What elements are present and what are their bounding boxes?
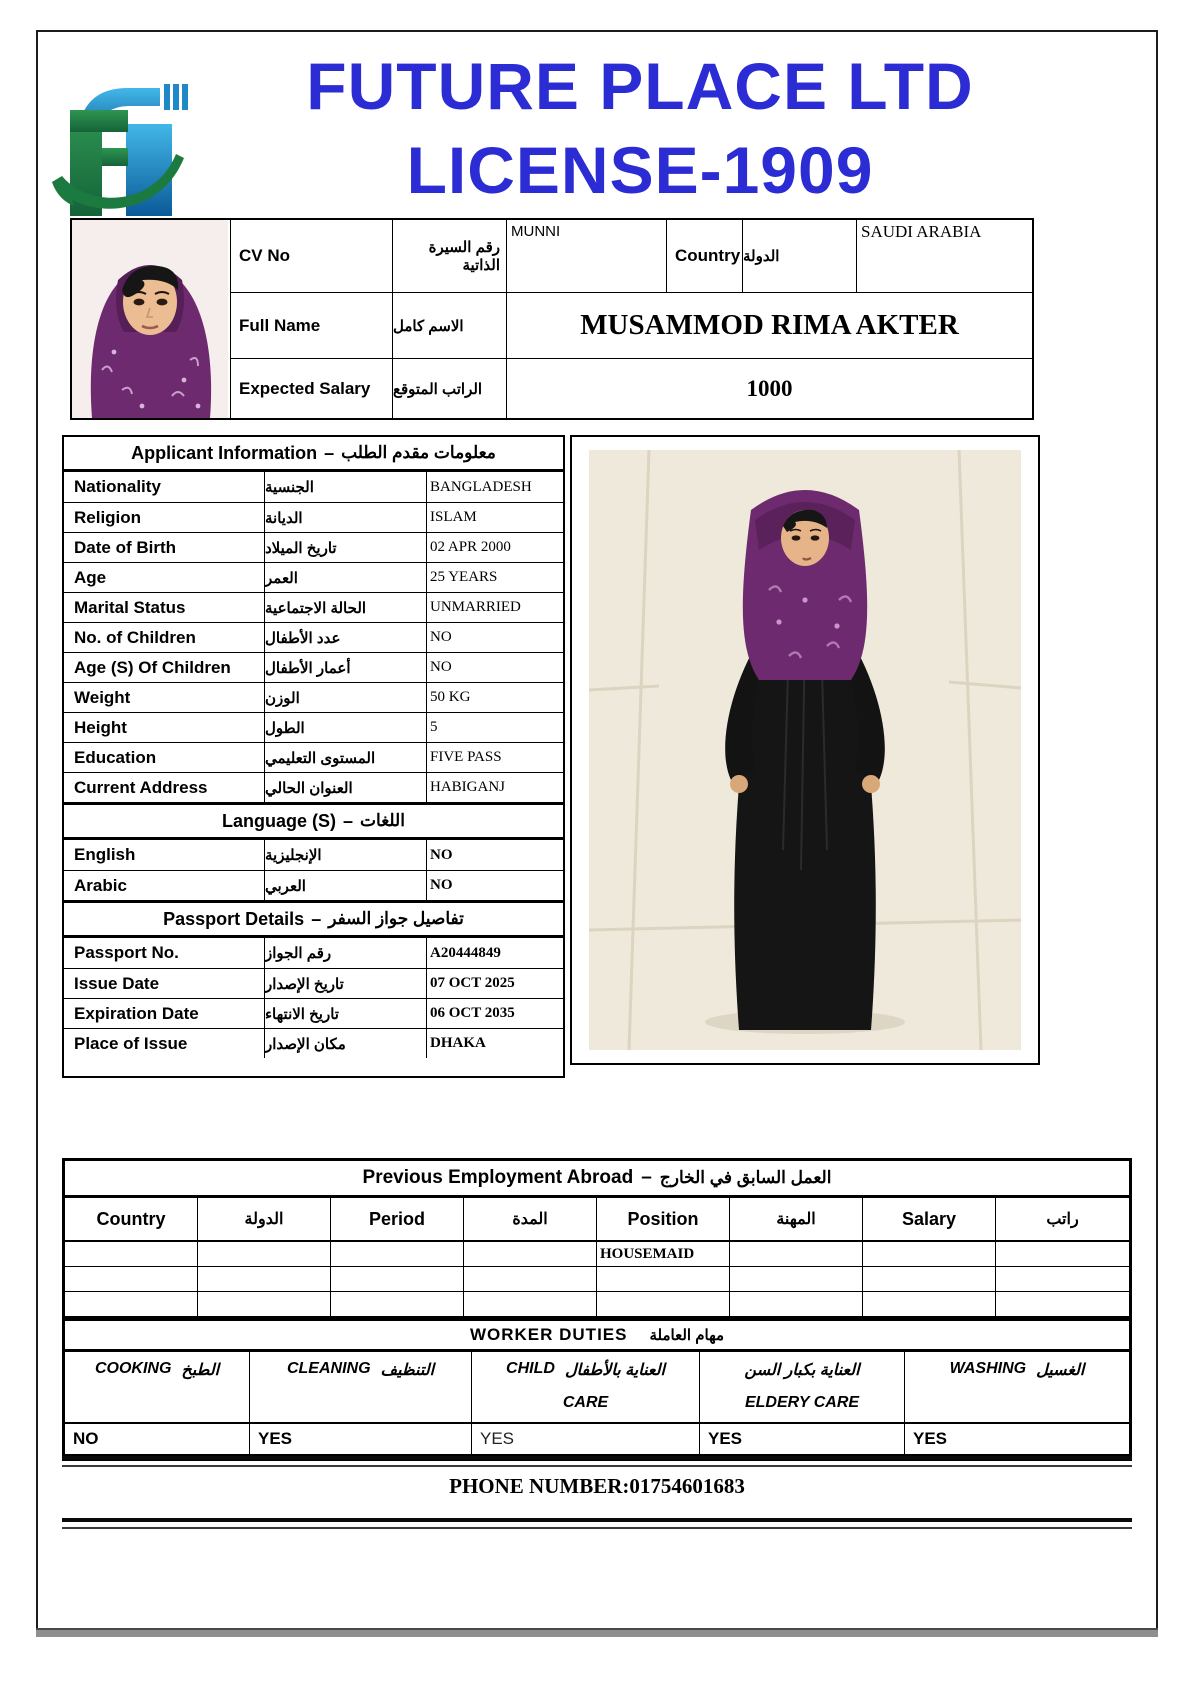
cv-no-label-arabic: رقم السيرة الذاتية xyxy=(392,220,506,292)
license-number: LICENSE-1909 xyxy=(406,133,874,207)
row-label-arabic: أعمار الأطفال xyxy=(265,653,427,682)
cell xyxy=(331,1242,464,1266)
col-cooking xyxy=(65,1352,250,1422)
info-row-marital-status xyxy=(64,592,563,622)
row-label: Passport No. xyxy=(64,938,265,968)
page-bottom-rule xyxy=(36,1628,1158,1637)
row-value: HABIGANJ xyxy=(430,779,505,795)
row-label-arabic: العربي xyxy=(265,871,427,900)
row-label-arabic: تاريخ الانتهاء xyxy=(265,999,427,1028)
section-title-dash: – xyxy=(324,442,335,463)
duties-section-header xyxy=(65,1321,1129,1352)
section-title-arabic: تفاصيل جواز السفر xyxy=(328,909,464,928)
summary-table xyxy=(70,218,1034,420)
section-title-arabic: مهام العاملة xyxy=(649,1327,725,1344)
row-label-arabic: الجنسية xyxy=(265,472,427,502)
row-value: 02 APR 2000 xyxy=(430,539,511,555)
row-value: NO xyxy=(430,846,453,863)
cv-no-value: MUNNI xyxy=(506,220,666,292)
row-label: Issue Date xyxy=(64,969,265,998)
phone-number: PHONE NUMBER:01754601683 xyxy=(449,1474,745,1498)
info-row-religion xyxy=(64,502,563,532)
duty-label: WASHING xyxy=(949,1360,1027,1377)
cell xyxy=(730,1267,863,1291)
languages-section-header xyxy=(64,802,563,840)
cell xyxy=(996,1267,1129,1291)
cell xyxy=(730,1292,863,1316)
col-period: Period xyxy=(331,1198,464,1240)
passport-section-header xyxy=(64,900,563,938)
info-row-age xyxy=(64,562,563,592)
row-label-arabic: تاريخ الإصدار xyxy=(265,969,427,998)
previous-employment-table xyxy=(62,1158,1132,1319)
divider-line xyxy=(62,1518,1132,1529)
cell xyxy=(597,1292,730,1316)
row-value: 25 YEARS xyxy=(430,569,498,585)
row-label-arabic: الديانة xyxy=(265,503,427,532)
cell xyxy=(464,1242,597,1266)
col-position: Position xyxy=(597,1198,730,1240)
info-row-height xyxy=(64,712,563,742)
info-row-nationality xyxy=(64,472,563,502)
info-row-education xyxy=(64,742,563,772)
section-title: Previous Employment Abroad xyxy=(362,1167,634,1188)
duties-values-row xyxy=(65,1424,1129,1454)
row-label: Date of Birth xyxy=(64,533,265,562)
row-label: Age xyxy=(64,563,265,592)
duty-label-arabic: الطبخ xyxy=(181,1362,220,1379)
full-name-label: Full Name xyxy=(230,292,392,358)
cell-position-value: HOUSEMAID xyxy=(597,1242,730,1266)
cleaning-value: YES xyxy=(250,1424,472,1454)
section-title-dash: – xyxy=(311,908,322,929)
row-value: NO xyxy=(430,629,452,645)
duty-label-arabic: العناية بالأطفال xyxy=(564,1362,665,1379)
row-label-arabic: الوزن xyxy=(265,683,427,712)
row-label: Weight xyxy=(64,683,265,712)
info-row-no-of-children xyxy=(64,622,563,652)
row-label-arabic: المستوى التعليمي xyxy=(265,743,427,772)
info-row-current-address xyxy=(64,772,563,802)
duties-column-headers xyxy=(65,1352,1129,1424)
row-label: Religion xyxy=(64,503,265,532)
info-row-place-of-issue xyxy=(64,1028,563,1058)
duty-label: CHILD xyxy=(506,1360,555,1377)
section-title-arabic: اللغات xyxy=(360,811,405,830)
row-value: 50 KG xyxy=(430,689,471,705)
info-row-passport-no xyxy=(64,938,563,968)
row-label: Current Address xyxy=(64,773,265,802)
info-row-arabic xyxy=(64,870,563,900)
row-value: NO xyxy=(430,659,452,675)
info-row-date-of-birth xyxy=(64,532,563,562)
row-label-arabic: رقم الجواز xyxy=(265,938,427,968)
row-value: ISLAM xyxy=(430,509,477,525)
cell xyxy=(198,1267,331,1291)
row-label: English xyxy=(64,840,265,870)
row-label: Place of Issue xyxy=(64,1029,265,1058)
info-row-english xyxy=(64,840,563,870)
section-title-dash: – xyxy=(641,1167,652,1188)
row-label: No. of Children xyxy=(64,623,265,652)
duty-label-arabic: التنظيف xyxy=(380,1362,435,1379)
row-value: FIVE PASS xyxy=(430,749,502,765)
duty-label: COOKING xyxy=(94,1360,172,1377)
cell xyxy=(65,1267,198,1291)
col-washing xyxy=(905,1352,1129,1422)
col-period-arabic: المدة xyxy=(464,1198,597,1240)
row-label: Age (S) Of Children xyxy=(64,653,265,682)
col-salary: Salary xyxy=(863,1198,996,1240)
row-label: Nationality xyxy=(64,472,265,502)
country-value: SAUDI ARABIA xyxy=(856,220,1032,292)
info-row-ages-of-children xyxy=(64,652,563,682)
col-cleaning xyxy=(250,1352,472,1422)
row-label: Education xyxy=(64,743,265,772)
info-row-weight xyxy=(64,682,563,712)
section-title: Passport Details xyxy=(163,908,305,929)
cell xyxy=(331,1292,464,1316)
applicant-portrait-photo xyxy=(72,220,230,418)
row-label: Height xyxy=(64,713,265,742)
duty-label: CLEANING xyxy=(286,1360,371,1377)
document-header xyxy=(160,44,1120,212)
row-label-arabic: عدد الأطفال xyxy=(265,623,427,652)
col-eldery-care xyxy=(700,1352,905,1422)
info-row-issue-date xyxy=(64,968,563,998)
col-position-arabic: المهنة xyxy=(730,1198,863,1240)
employment-section-header xyxy=(65,1161,1129,1198)
country-label-arabic: الدولة xyxy=(742,220,856,292)
section-title-arabic: العمل السابق في الخارج xyxy=(659,1168,832,1187)
cell xyxy=(730,1242,863,1266)
cell xyxy=(996,1242,1129,1266)
expected-salary-label-arabic: الراتب المتوقع xyxy=(392,358,506,418)
row-label-arabic: مكان الإصدار xyxy=(265,1029,427,1058)
row-label-arabic: العنوان الحالي xyxy=(265,773,427,802)
country-label: Country xyxy=(666,220,742,292)
employment-column-headers xyxy=(65,1198,1129,1242)
col-country-arabic: الدولة xyxy=(198,1198,331,1240)
row-label-arabic: الطول xyxy=(265,713,427,742)
cell xyxy=(863,1292,996,1316)
full-name-value: MUSAMMOD RIMA AKTER xyxy=(506,292,1032,358)
section-title: Applicant Information xyxy=(131,442,318,463)
row-value: 5 xyxy=(430,719,438,735)
section-title: WORKER DUTIES xyxy=(469,1325,628,1344)
applicant-info-section-header xyxy=(64,437,563,472)
cell xyxy=(331,1267,464,1291)
full-name-label-arabic: الاسم كامل xyxy=(392,292,506,358)
washing-value: YES xyxy=(913,1429,948,1448)
row-value: DHAKA xyxy=(430,1035,486,1051)
cell xyxy=(597,1267,730,1291)
col-salary-arabic: راتب xyxy=(1046,1211,1079,1228)
applicant-info-table xyxy=(62,435,565,1078)
row-value: UNMARRIED xyxy=(430,599,521,615)
row-label-arabic: الحالة الاجتماعية xyxy=(265,593,427,622)
cv-no-label: CV No xyxy=(230,220,392,292)
row-value: A20444849 xyxy=(430,944,501,961)
row-label: Expiration Date xyxy=(64,999,265,1028)
row-label-arabic: الإنجليزية xyxy=(265,840,427,870)
row-value: 06 OCT 2035 xyxy=(430,1005,515,1021)
employment-row xyxy=(65,1267,1129,1292)
expected-salary-value: 1000 xyxy=(506,358,1032,418)
cell xyxy=(65,1292,198,1316)
row-label: Marital Status xyxy=(64,593,265,622)
duty-label-arabic: الغسيل xyxy=(1036,1362,1085,1379)
employment-row xyxy=(65,1242,1129,1267)
worker-duties-table xyxy=(62,1318,1132,1461)
info-row-expiration-date xyxy=(64,998,563,1028)
duty-label-line2: ELDERY CARE xyxy=(744,1394,860,1411)
cell xyxy=(464,1267,597,1291)
duty-label-line2: CARE xyxy=(562,1394,609,1411)
child-care-value: YES xyxy=(472,1424,700,1454)
cell xyxy=(65,1242,198,1266)
expected-salary-label: Expected Salary xyxy=(230,358,392,418)
cell xyxy=(198,1292,331,1316)
row-label-arabic: تاريخ الميلاد xyxy=(265,533,427,562)
eldery-care-value: YES xyxy=(700,1424,905,1454)
cell xyxy=(464,1292,597,1316)
section-title-dash: – xyxy=(343,810,354,831)
cell xyxy=(198,1242,331,1266)
cell xyxy=(863,1242,996,1266)
duty-label-arabic: العناية بكبار السن xyxy=(744,1362,860,1379)
row-label: Arabic xyxy=(64,871,265,900)
employment-row xyxy=(65,1292,1129,1316)
row-value: NO xyxy=(430,877,453,893)
company-name: FUTURE PLACE LTD xyxy=(306,49,974,123)
section-title: Language (S) xyxy=(222,810,337,831)
row-value: BANGLADESH xyxy=(430,478,532,495)
section-title-arabic: معلومات مقدم الطلب xyxy=(341,443,496,462)
row-value: 07 OCT 2025 xyxy=(430,975,515,991)
row-label-arabic: العمر xyxy=(265,563,427,592)
cell xyxy=(996,1292,1129,1316)
col-child-care xyxy=(472,1352,700,1422)
divider-line xyxy=(62,1456,1132,1467)
col-country: Country xyxy=(65,1198,198,1240)
cell xyxy=(863,1267,996,1291)
cooking-value: NO xyxy=(65,1424,250,1454)
applicant-full-body-photo xyxy=(570,435,1040,1065)
